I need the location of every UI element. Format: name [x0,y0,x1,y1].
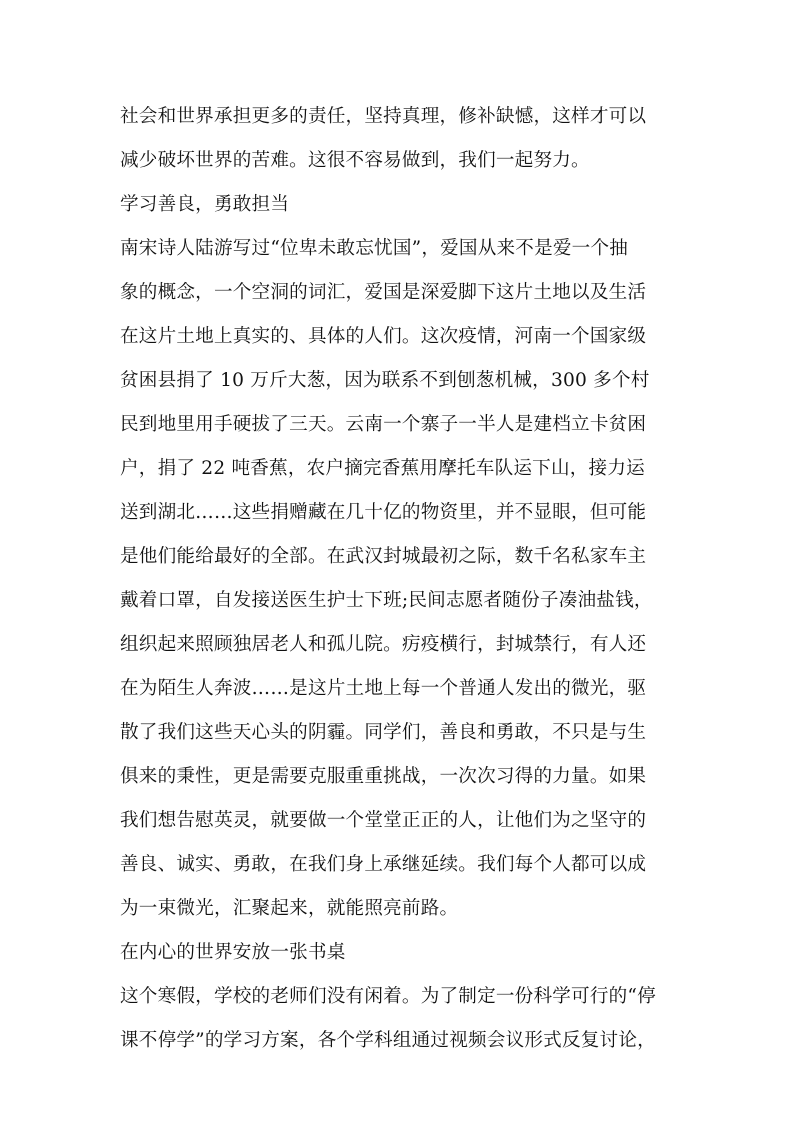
text-line: 民到地里用手硬拔了三天。云南一个寨子一半人是建档立卡贫困 [120,414,647,435]
text-line: 戴着口罩，自发接送医生护士下班;民间志愿者随份子凑油盐钱， [120,590,653,611]
text-line: 我们想告慰英灵，就要做一个堂堂正正的人，让他们为之坚守的 [120,810,647,831]
text-line: 户，捐了 22 吨香蕉，农户摘完香蕉用摩托车队运下山，接力运 [120,458,645,479]
text-line: 贫困县捐了 10 万斤大葱，因为联系不到刨葱机械，300 多个村 [120,370,650,391]
text-line: 为一束微光，汇聚起来，就能照亮前路。 [120,898,459,919]
text-line: 这个寒假，学校的老师们没有闲着。为了制定一份科学可行的“停 [120,986,656,1007]
text-line: 南宋诗人陆游写过“位卑未敢忘忧国”，爱国从来不是爱一个抽 [120,238,629,259]
text-line: 善良、诚实、勇敢，在我们身上承继延续。我们每个人都可以成 [120,854,647,875]
section-heading: 学习善良，勇敢担当 [120,194,290,215]
section-heading: 在内心的世界安放一张书桌 [120,942,346,963]
text-line: 减少破坏世界的苦难。这很不容易做到，我们一起努力。 [120,150,590,171]
text-line: 在为陌生人奔波……是这片土地上每一个普通人发出的微光，驱 [120,678,647,699]
text-line: 散了我们这些天心头的阴霾。同学们，善良和勇敢，不只是与生 [120,722,647,743]
text-line: 课不停学”的学习方案，各个学科组通过视频会议形式反复讨论， [120,1030,656,1051]
text-line: 组织起来照顾独居老人和孤儿院。疠疫横行，封城禁行，有人还 [120,634,647,655]
text-line: 在这片土地上真实的、具体的人们。这次疫情，河南一个国家级 [120,326,647,347]
text-line: 俱来的秉性，更是需要克服重重挑战，一次次习得的力量。如果 [120,766,647,787]
text-line: 象的概念，一个空洞的词汇，爱国是深爱脚下这片土地以及生活 [120,282,647,303]
text-line: 社会和世界承担更多的责任，坚持真理，修补缺憾，这样才可以 [120,106,647,127]
text-line: 是他们能给最好的全部。在武汉封城最初之际，数千名私家车主 [120,546,647,567]
text-line: 送到湖北……这些捐赠藏在几十亿的物资里，并不显眼，但可能 [120,502,647,523]
